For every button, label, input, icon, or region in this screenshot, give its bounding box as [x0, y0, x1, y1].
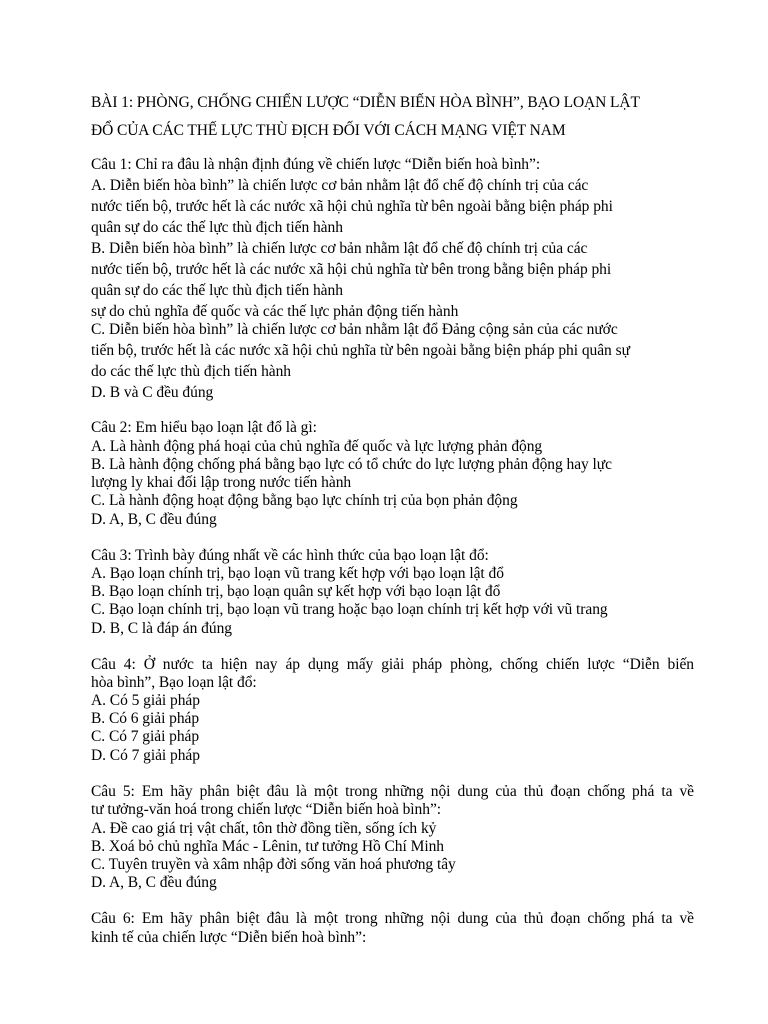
document-title-line-2: ĐỔ CỦA CÁC THẾ LỰC THÙ ĐỊCH ĐỐI VỚI CÁCH MẠNG VIỆT NAM — [91, 122, 566, 139]
question-6-prompt-line-2: kinh tế của chiến lược “Diễn biến hoà bình”: — [91, 929, 367, 946]
question-5-option-b: B. Xoá bỏ chủ nghĩa Mác - Lênin, tư tưởng Hồ Chí Minh — [91, 838, 444, 855]
question-2-option-d: D. A, B, C đều đúng — [91, 511, 217, 528]
question-5-prompt-line-1: Câu 5: Em hãy phân biệt đâu là một trong những nội dung của thủ đoạn chống phá ta về — [91, 783, 694, 800]
question-1-option-c-line-2: tiến bộ, trước hết là các nước xã hội chủ nghĩa từ bên ngoài bằng biện pháp phi quân sự — [91, 342, 630, 359]
question-5-option-c: C. Tuyên truyền và xâm nhập đời sống văn hoá phương tây — [91, 856, 456, 873]
question-6-prompt-line-1: Câu 6: Em hãy phân biệt đâu là một trong những nội dung của thủ đoạn chống phá ta về — [91, 910, 694, 927]
document-title-line-1: BÀI 1: PHÒNG, CHỐNG CHIẾN LƯỢC “DIỄN BIẾN HÒA BÌNH”, BẠO LOẠN LẬT — [91, 94, 640, 111]
question-1-option-b-line-3: quân sự do các thế lực thù địch tiến hành — [91, 282, 343, 299]
question-2-option-b-line-2: lượng ly khai đối lập trong nước tiến hành — [91, 474, 352, 491]
question-3-option-b: B. Bạo loạn chính trị, bạo loạn quân sự kết hợp với bạo loạn lật đổ — [91, 583, 501, 600]
question-4-option-a: A. Có 5 giải pháp — [91, 692, 200, 709]
question-1-option-d: D. B và C đều đúng — [91, 384, 214, 401]
question-1-option-a-line-3: quân sự do các thế lực thù địch tiến hành — [91, 219, 343, 236]
question-1-option-b-line-1: B. Diễn biến hòa bình” là chiến lược cơ bản nhằm lật đổ chế độ chính trị của các — [91, 240, 588, 257]
question-3-prompt: Câu 3: Trình bày đúng nhất về các hình thức của bạo loạn lật đổ: — [91, 547, 489, 564]
question-4-prompt-line-2: hòa bình”, Bạo loạn lật đổ: — [91, 674, 257, 691]
question-1-prompt: Câu 1: Chỉ ra đâu là nhận định đúng về chiến lược “Diễn biến hoà bình”: — [91, 156, 541, 173]
question-5-option-a: A. Đề cao giá trị vật chất, tôn thờ đồng tiền, sống ích kỷ — [91, 820, 437, 837]
question-5-prompt-line-2: tư tưởng-văn hoá trong chiến lược “Diễn biến hoà bình”: — [91, 801, 442, 818]
question-3-option-c: C. Bạo loạn chính trị, bạo loạn vũ trang hoặc bạo loạn chính trị kết hợp với vũ trang — [91, 601, 608, 618]
question-3-option-a: A. Bạo loạn chính trị, bạo loạn vũ trang kết hợp với bạo loạn lật đổ — [91, 565, 504, 582]
question-2-option-c: C. Là hành động hoạt động bằng bạo lực chính trị của bọn phản động — [91, 492, 518, 509]
question-5-option-d: D. A, B, C đều đúng — [91, 874, 217, 891]
question-4-option-c: C. Có 7 giải pháp — [91, 728, 200, 745]
question-2-option-b-line-1: B. Là hành động chống phá bằng bạo lực có tổ chức do lực lượng phản động hay lực — [91, 456, 612, 473]
question-1-option-c-line-1: C. Diễn biến hòa bình” là chiến lược cơ bản nhằm lật đổ Đảng cộng sản của các nước — [91, 321, 618, 338]
question-1-option-b-line-4: sự do chủ nghĩa đế quốc và các thế lực phản động tiến hành — [91, 303, 459, 320]
question-1-option-c-line-3: do các thế lực thù địch tiến hành — [91, 363, 292, 380]
question-1-option-b-line-2: nước tiến bộ, trước hết là các nước xã hội chủ nghĩa từ bên trong bằng biện pháp phi — [91, 261, 612, 278]
question-1-option-a-line-2: nước tiến bộ, trước hết là các nước xã hội chủ nghĩa từ bên ngoài bằng biện pháp phi — [91, 198, 613, 215]
question-4-option-b: B. Có 6 giải pháp — [91, 710, 200, 727]
question-2-option-a: A. Là hành động phá hoại của chủ nghĩa đế quốc và lực lượng phản động — [91, 438, 543, 455]
question-2-prompt: Câu 2: Em hiểu bạo loạn lật đổ là gì: — [91, 419, 317, 436]
question-3-option-d: D. B, C là đáp án đúng — [91, 620, 232, 637]
question-4-option-d: D. Có 7 giải pháp — [91, 747, 200, 764]
question-4-prompt-line-1: Câu 4: Ở nước ta hiện nay áp dụng mấy giải pháp phòng, chống chiến lược “Diễn biến — [91, 656, 694, 673]
question-1-option-a-line-1: A. Diễn biến hòa bình” là chiến lược cơ bản nhằm lật đổ chế độ chính trị của các — [91, 177, 589, 194]
